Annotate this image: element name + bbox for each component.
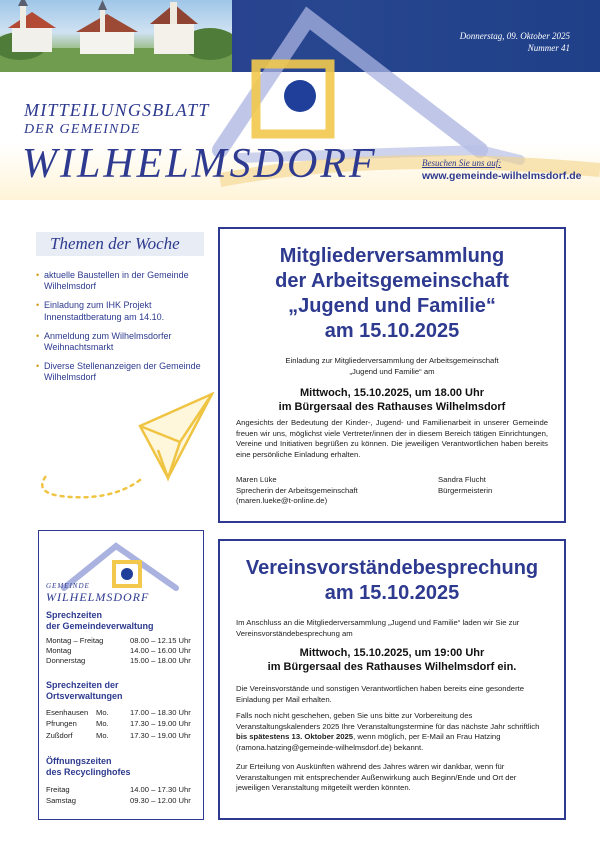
article1-body: Angesichts der Bedeutung der Kinder-, Jugend- und Familienarbeit in unserer Gemeinde freuen wir uns, möglichst viele Vertreter/innen der in diesem Bereich tätigen Einrichtungen, Vereine und Initiativen begrüßen zu können. Die jeweiligen Verantwortlichen haben bereits eine persönliche Einladung erhalten.	[236, 418, 548, 459]
hours-row-time: 15.00 – 18.00 Uhr	[130, 656, 191, 665]
issue-info	[460, 30, 570, 54]
masthead-line2: DER GEMEINDE	[24, 122, 141, 137]
ort-day: Mo.	[96, 731, 109, 740]
hours-row-time: 08.00 – 12.15 Uhr	[130, 636, 191, 645]
themen-item[interactable]: • Diverse Stellenanzeigen der Gemeinde Wilhelmsdorf	[36, 361, 201, 383]
ort-time: 17.00 – 18.30 Uhr	[130, 708, 191, 717]
article2-title: Vereinsvorständebesprechung am 15.10.2025	[245, 557, 539, 604]
ort-day: Mo.	[96, 719, 109, 728]
issue-date: Donnerstag, 09. Oktober 2025	[459, 31, 570, 41]
ort-name: Zußdorf	[46, 731, 73, 740]
themen-item[interactable]: • Einladung zum IHK Projekt Innenstadtberatung am 14.10.	[36, 300, 165, 322]
masthead-line1: MITTEILUNGSBLATT	[24, 100, 210, 120]
recycling-time: 14.00 – 17.30 Uhr	[130, 785, 191, 794]
article2-intro: Im Anschluss an die Mitgliederversammlung „Jugend und Familie“ laden wir Sie zur Vereinsvorständebesprechung am	[236, 618, 520, 638]
hours-row-day: Montag – Freitag	[46, 636, 104, 645]
ortsverwaltungen-title: Sprechzeiten der Ortsverwaltungen	[46, 680, 123, 701]
themen-list	[36, 270, 208, 392]
sprechzeiten-title: Sprechzeiten der Gemeindeverwaltung	[46, 610, 154, 631]
recycling-day: Samstag	[46, 796, 76, 805]
logo-wilhelmsdorf: WILHELMSDORF	[46, 590, 150, 604]
article2-when: Mittwoch, 15.10.2025, um 19:00 Uhr im Bürgersaal des Rathauses Wilhelmsdorf ein.	[267, 647, 517, 673]
article1-when: Mittwoch, 15.10.2025, um 18.00 Uhr im Bürgersaal des Rathauses Wilhelmsdorf	[278, 387, 506, 413]
ort-time: 17.30 – 19.00 Uhr	[130, 719, 191, 728]
hours-row-time: 14.00 – 16.00 Uhr	[130, 646, 191, 655]
masthead-title: WILHELMSDORF	[22, 141, 378, 187]
article1-intro: Einladung zur Mitgliederversammlung der Arbeitsgemeinschaft „Jugend und Familie“ am	[285, 356, 499, 376]
logo-gemeinde: GEMEINDE	[46, 582, 90, 590]
recyclinghof-title: Öffnungszeiten des Recyclinghofes	[46, 756, 131, 777]
themen-item[interactable]: • Anmeldung zum Wilhelmsdorfer Weihnachtsmarkt	[36, 330, 172, 353]
article2-p2: Falls noch nicht geschehen, geben Sie uns bitte zur Vorbereitung des Veranstaltungskalenders 2025 Ihre Veranstaltungstermine für das nächste Jahr schriftlich bis spätestens 13. Oktober 2025, wenn möglich, per E-Mail an Frau Hatzing (ramona.hatzing@gemeinde-wilhelmsdorf.de) bekannt.	[236, 711, 540, 752]
ort-time: 17.30 – 19.00 Uhr	[130, 731, 191, 740]
email-link[interactable]: (maren.lueke@t-online.de)	[236, 496, 328, 505]
visit-label: Besuchen Sie uns auf:	[422, 158, 502, 168]
website-link[interactable]: www.gemeinde-wilhelmsdorf.de	[422, 170, 582, 182]
article1-title: Mitgliederversammlung der Arbeitsgemeinschaft „Jugend und Familie“ am 15.10.2025	[275, 245, 509, 342]
article2-p1: Die Vereinsvorstände und sonstigen Verantwortlichen haben bereits eine gesonderte Einladung per Mail erhalten.	[236, 684, 525, 704]
ort-name: Esenhausen	[46, 708, 89, 717]
article2-p3: Zur Erteilung von Auskünften während des Jahres wären wir dankbar, wenn für Veranstaltungen mit entsprechender Außenwirkung auch Beginn/Ende und Ort der jeweiligen Veranstaltung mitgeteilt werden könnten.	[236, 762, 517, 792]
recycling-time: 09.30 – 12.00 Uhr	[130, 796, 191, 805]
hours-row-day: Donnerstag	[46, 656, 86, 665]
ort-day: Mo.	[96, 708, 109, 717]
paper-plane-icon	[30, 392, 220, 512]
themen-item[interactable]: • aktuelle Baustellen in der Gemeinde Wilhelmsdorf	[36, 270, 189, 292]
ort-name: Pfrungen	[46, 719, 77, 728]
hours-row-day: Montag	[46, 646, 72, 655]
recycling-day: Freitag	[46, 785, 70, 794]
signature-lueke: Maren Lüke Sprecherin der Arbeitsgemeinschaft (maren.lueke@t-online.de)	[236, 475, 426, 507]
themen-title: Themen der Woche	[50, 234, 180, 253]
issue-number: Nummer 41	[527, 43, 570, 53]
signature-flucht: Sandra Flucht Bürgermeisterin	[438, 475, 493, 495]
